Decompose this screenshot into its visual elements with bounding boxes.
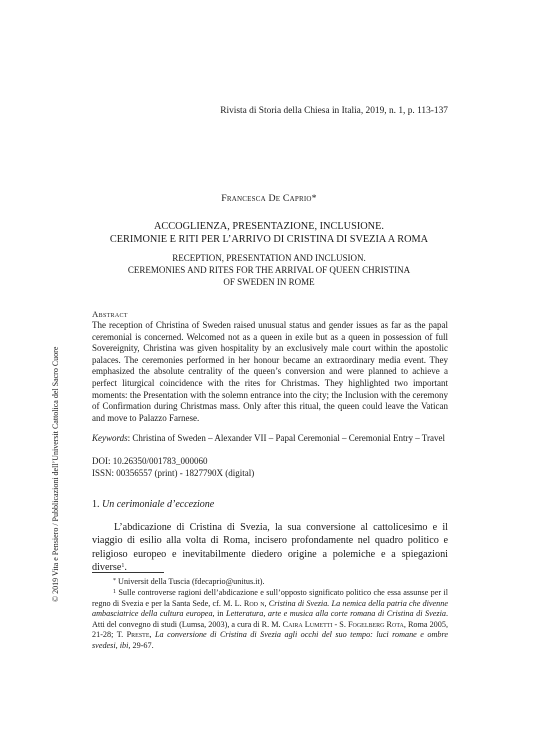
footnote-1-text: , in [212,609,227,619]
journal-reference: Rivista di Storia della Chiesa in Italia, 2019, n. 1, p. 113-137 [220,106,448,116]
footnote-1-editor: Caira Lumetti [282,619,333,629]
footnote-rule [92,572,164,573]
title-it-line-1: ACCOGLIENZA, PRESENTAZIONE, INCLUSIONE. [154,221,384,232]
footnote-1-editor: Fogelberg Rota [347,619,404,629]
footnote-1-article-title: La conversione di Cristina di Svezia agli occhi del suo tempo: luci romane e ombre svedesi [92,630,448,650]
footnote-star [92,577,448,588]
footnote-1-author: Rod n [243,598,265,608]
title-en-line-2: CEREMONIES AND RITES FOR THE ARRIVAL OF QUEEN CHRISTINA [127,264,411,275]
title-en-line-3: OF SWEDEN IN ROME [223,276,315,287]
body-paragraph-text: L’abdicazione di Cristina di Svezia, la sua conversione al cattolicesimo e il viaggio di esilio alla volta di Roma, incisero profondamente nel quadro politico e religioso europeo e inevitabilmente diedero origine a polemiche e a spiegazioni diverse [92,522,448,574]
footnote-1-text: - S. [332,619,348,629]
footnote-star-text: Universit della Tuscia (fdecaprio@unitus.it). [116,577,265,586]
author-name: Francesca De Caprio* [221,193,317,204]
title-en-line-1: RECEPTION, PRESENTATION AND INCLUSION. [172,253,366,263]
keywords-text: : Christina of Sweden – Alexander VII – Papal Ceremonial – Ceremonial Entry – Travel [127,433,445,443]
section-number: 1. [92,499,102,510]
section-title: Un cerimoniale d’eccezione [102,499,215,510]
issn: ISSN: 00356557 (print) - 1827790X (digital) [92,467,255,478]
doi[interactable]: DOI: 10.26350/001783_000060 [92,456,208,466]
footnote-1-text: , [264,598,269,608]
abstract-heading: Abstract [92,309,128,319]
abstract-text: The reception of Christina of Sweden raised unusual status and gender issues as far as the papal ceremonial is concerned. Welcomed not as a queen in exile but as a queen in possession of full Sovereignity, Christina was given hospitality by an exclusively male court within the apostolic palaces. The ceremonies performed in her honour became an extraordinary media event. They emphasized the absolute centrality of the queen’s conversion and were planned to achieve a perfect liturgical coincidence with the rites for Christmas. They highlighted two important moments: the Presentation with the solemn entrance into the city; the Inclusion with the ceremony of Confirmation during Christmas mass. Only after this ritual, the queen could leave the Vatican and move to Palazzo Farnese. [92,320,448,423]
footnote-1-book-title: Cristina di Svezia. La nemica della patria che divenne ambasciatrice della cultura europea [92,598,448,619]
footnote-1-text: , [115,640,120,650]
body-paragraph [92,521,448,575]
article-title-english [90,253,448,288]
keywords [92,433,448,445]
footnote-1-text: Sulle controverse ragioni dell’abdicazione e sull’opposto significato politico che essa assunse per il regno di Svezia e per la Santa Sede, cf. M. L. [92,588,448,608]
footnote-1-text: , 29-67. [128,640,154,650]
footnote-1-volume-title: Letteratura, arte e musica alla corte romana di Cristina di Svezia [226,609,446,619]
title-it-line-2: CERIMONIE E RITI PER L’ARRIVO DI CRISTINA DI SVEZIA A ROMA [109,234,429,245]
footnote-1-text: , Roma 2005, 21-28; T. [92,619,448,640]
footnote-1-mark: 1 [113,589,116,595]
footnote-1 [92,588,448,652]
body-paragraph-end: . [124,562,127,574]
footnote-ref-1[interactable]: 1 [121,563,125,570]
footnote-1-ibi: ibi [119,640,129,650]
section-heading [92,499,214,510]
side-copyright-notice: © 2019 Vita e Pensiero / Pubblicazioni dell’Universit Cattolica del Sacro Cuore [51,346,60,602]
article-title-italian [90,220,448,246]
keywords-label: Keywords [92,433,128,443]
footnote-1-text: , [149,630,155,640]
footnote-star-mark: * [113,578,116,584]
footnote-1-author: Preste [126,630,150,640]
footnote-1-text: . Atti del convegno di studi (Lumsa, 2003), a cura di R. M. [92,609,449,629]
